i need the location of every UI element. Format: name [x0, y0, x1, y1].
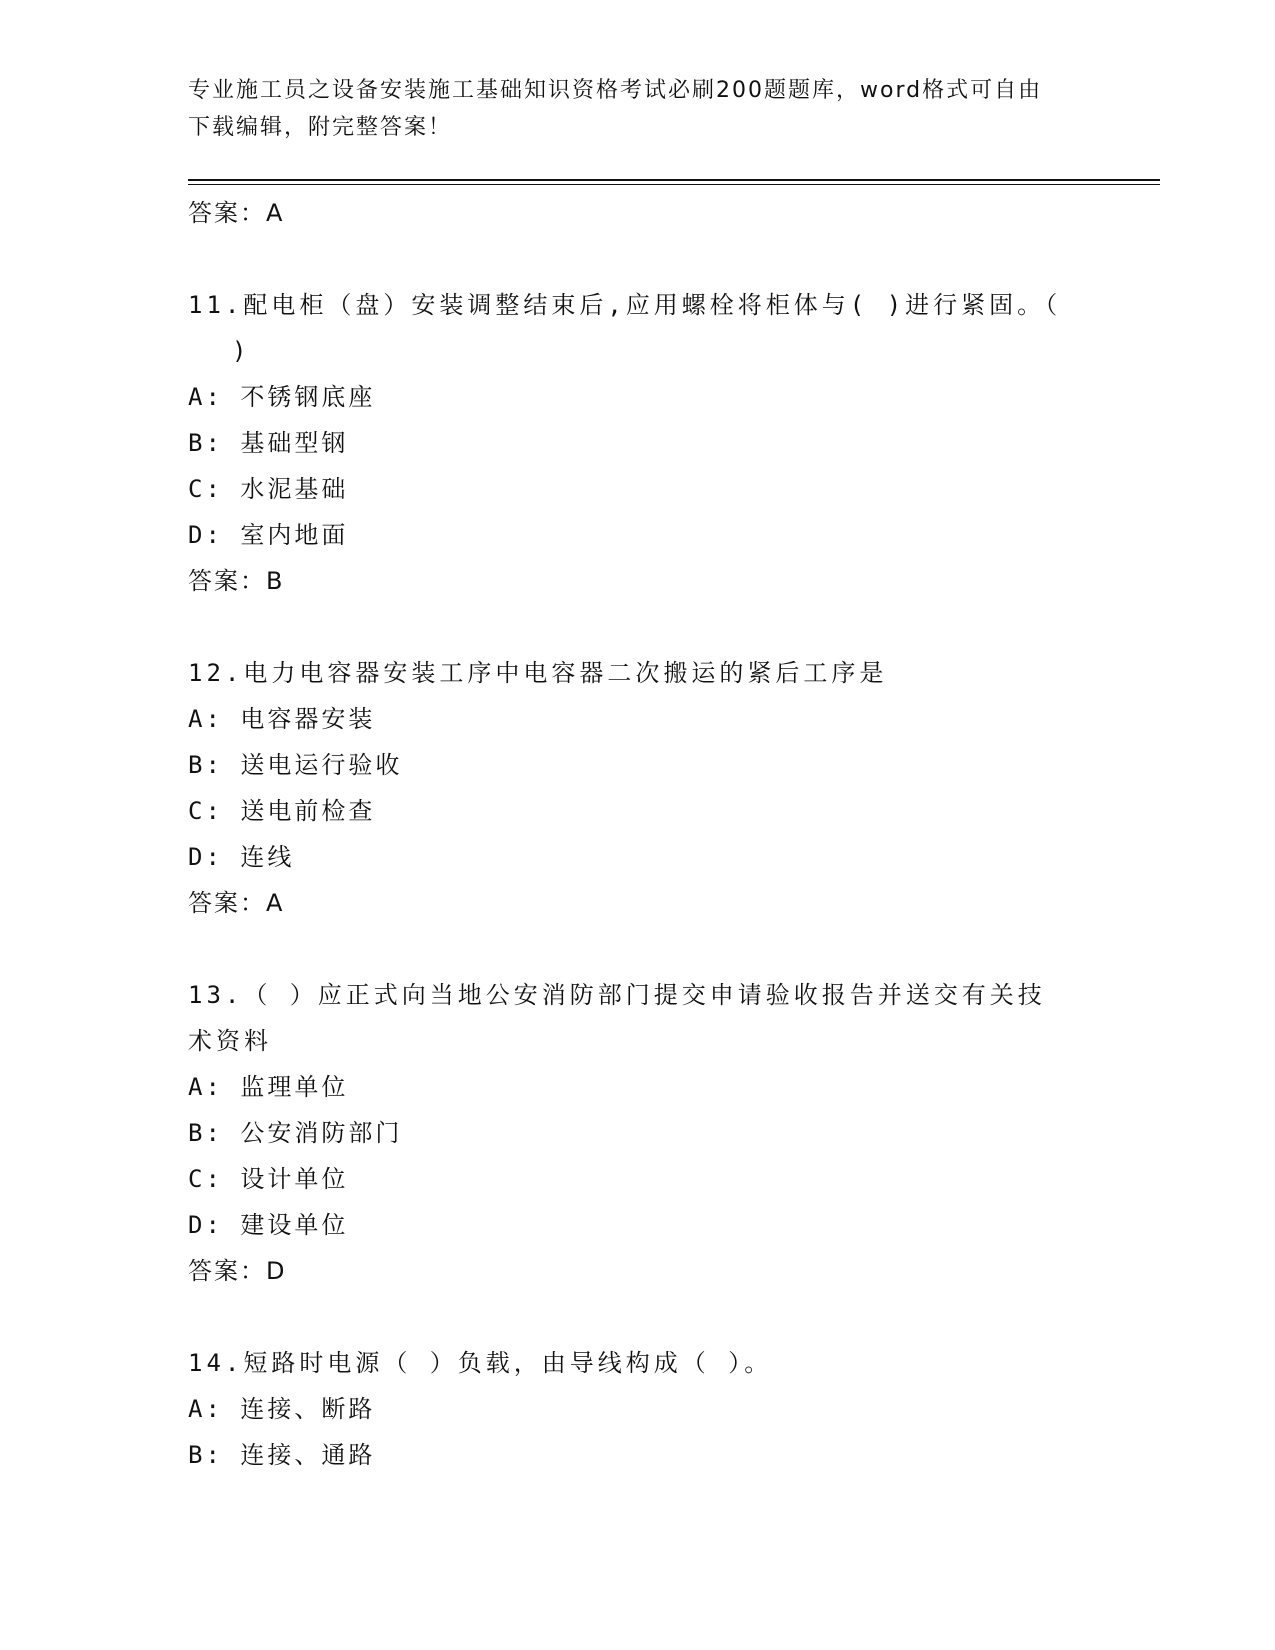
- question-list: [188, 190, 1088, 1478]
- option-a: A: 不锈钢底座: [188, 383, 376, 411]
- option-b: B: 公安消防部门: [188, 1119, 403, 1147]
- option-b: B: 连接、通路: [188, 1441, 376, 1469]
- question-text-continued: ): [232, 337, 251, 365]
- answer-line: 答案：A: [188, 889, 285, 917]
- option-d: D: 室内地面: [188, 521, 349, 549]
- option-b: B: 基础型钢: [188, 429, 349, 457]
- option-a: A: 监理单位: [188, 1073, 349, 1101]
- question-text-continued: 术资料: [188, 1027, 272, 1055]
- option-c: C: 水泥基础: [188, 475, 349, 503]
- answer-line: 答案：B: [188, 567, 285, 595]
- question-text: 11.配电柜（盘）安装调整结束后,应用螺栓将柜体与( )进行紧固。（: [188, 291, 1062, 319]
- question-14: [188, 1340, 1088, 1478]
- option-b: B: 送电运行验收: [188, 751, 403, 779]
- option-c: C: 设计单位: [188, 1165, 349, 1193]
- document-header: [188, 72, 1088, 146]
- header-line-2: 下载编辑，附完整答案！: [188, 115, 453, 140]
- question-text: 14.短路时电源（ ）负载，由导线构成（ ）。: [188, 1349, 773, 1377]
- question-11: [188, 282, 1088, 604]
- option-a: A: 连接、断路: [188, 1395, 376, 1423]
- question-text: 13.（ ）应正式向当地公安消防部门提交申请验收报告并送交有关技: [188, 981, 1046, 1009]
- header-rule-thick: [188, 179, 1160, 181]
- question-13: [188, 972, 1088, 1294]
- question-12: [188, 650, 1088, 926]
- option-c: C: 送电前检查: [188, 797, 376, 825]
- header-line-1: 专业施工员之设备安装施工基础知识资格考试必刷200题题库，word格式可自由: [188, 78, 1043, 103]
- question-text: 12.电力电容器安装工序中电容器二次搬运的紧后工序是: [188, 659, 888, 687]
- answer-line: 答案：A: [188, 199, 285, 227]
- header-rule-thin: [188, 184, 1160, 185]
- option-d: D: 建设单位: [188, 1211, 349, 1239]
- option-d: D: 连线: [188, 843, 295, 871]
- option-a: A: 电容器安装: [188, 705, 376, 733]
- answer-line: 答案：D: [188, 1257, 287, 1285]
